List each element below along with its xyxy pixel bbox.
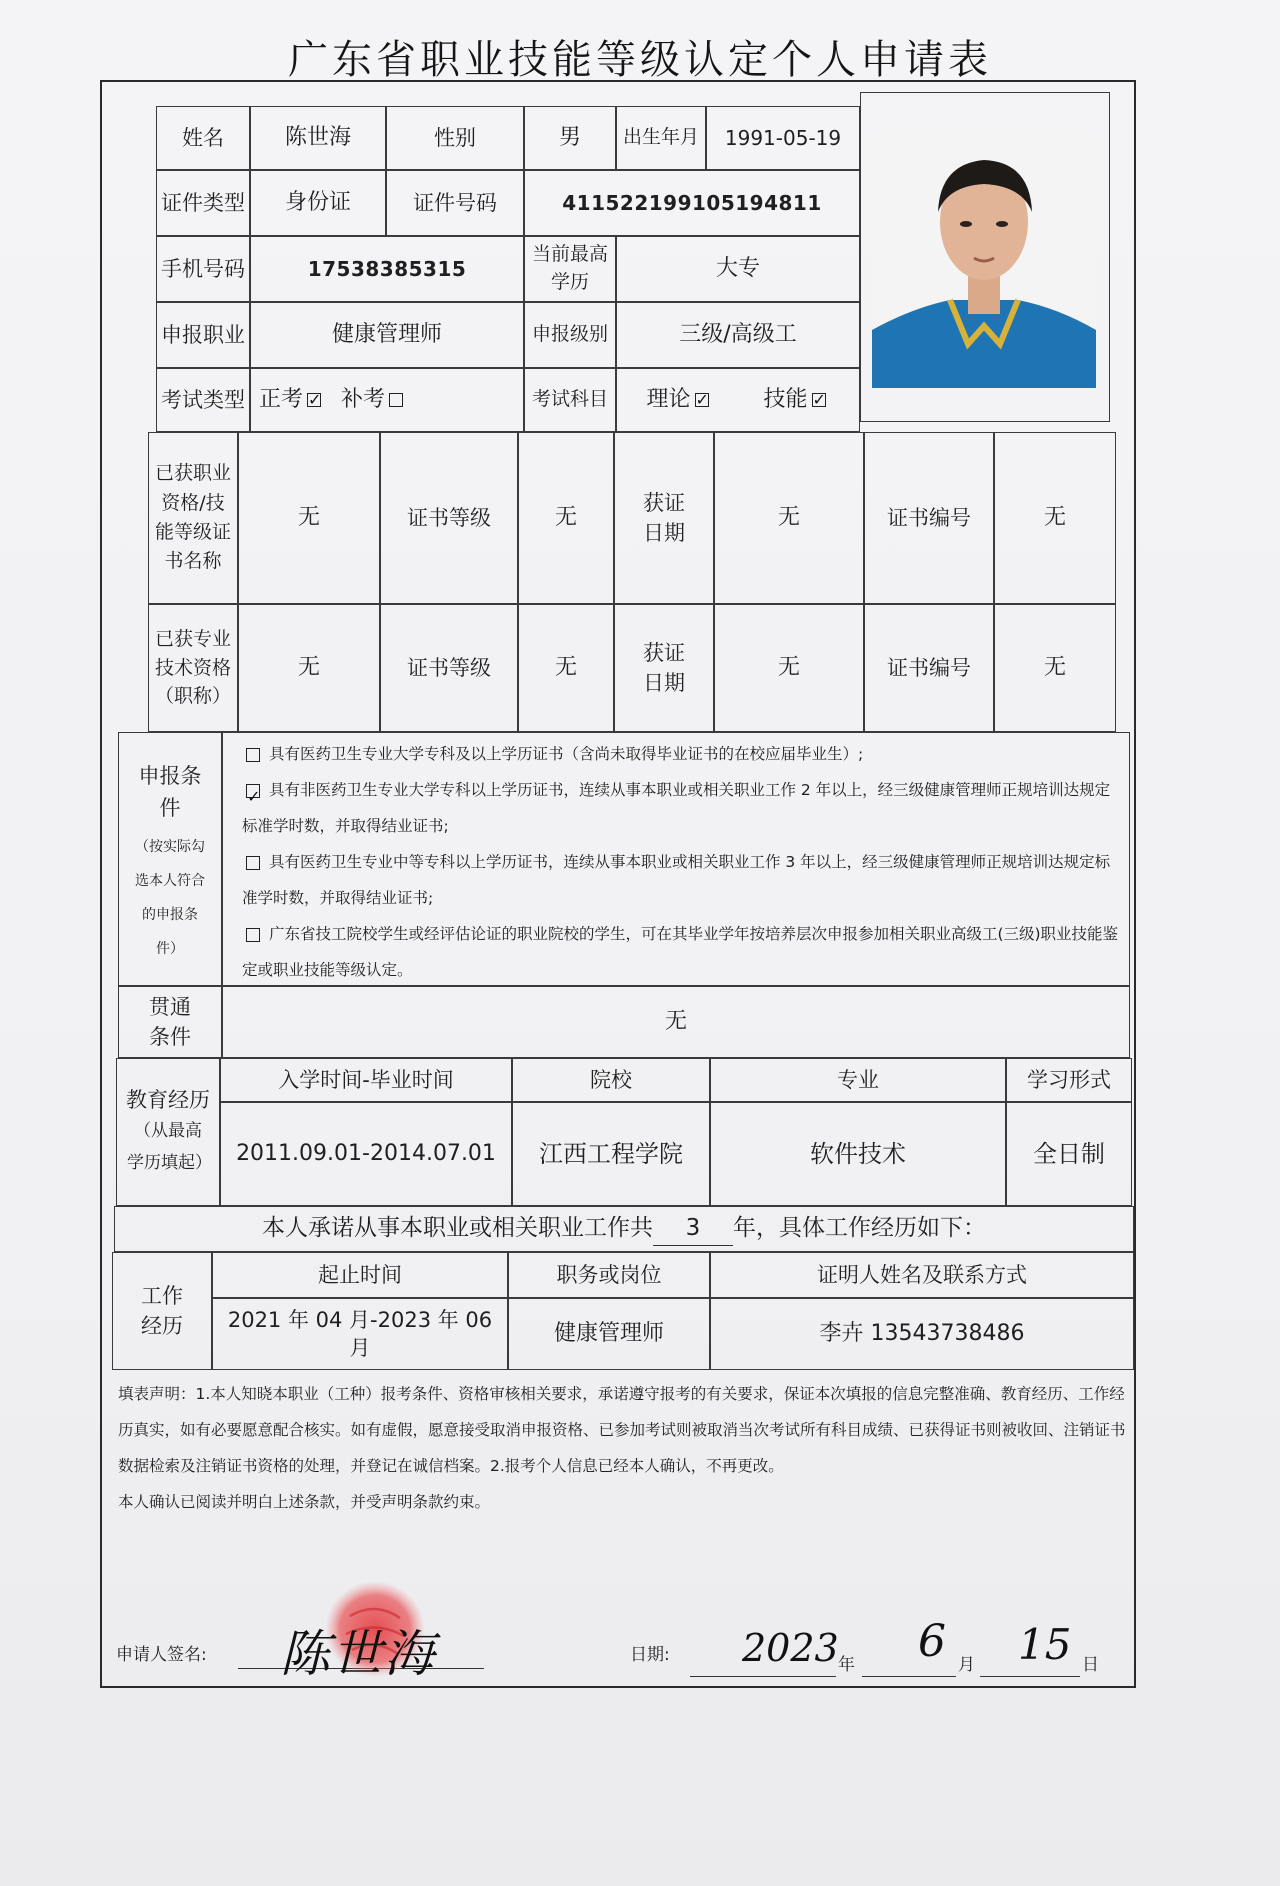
condition-item-4 (242, 916, 1122, 988)
date-year: 2023 (742, 1626, 839, 1670)
label-date: 日期: (630, 1645, 670, 1665)
month-line (862, 1676, 956, 1677)
value-qual1-name: 无 (238, 432, 380, 604)
value-through: 无 (222, 986, 1130, 1058)
label-edu-history: 教育经历 (126, 1087, 210, 1112)
header-edu-period: 入学时间-毕业时间 (220, 1058, 512, 1102)
condition-item-1 (242, 736, 1122, 772)
label-year: 年 (838, 1655, 855, 1675)
condition-3-text: 具有医药卫生专业中等专科以上学历证书，连续从事本职业或相关职业工作 3 年以上，经三级健康管理师正规培训达规定标准学时数，并取得结业证书; (242, 853, 1111, 907)
condition-4-checkbox[interactable] (246, 928, 260, 942)
value-id-type: 身份证 (250, 170, 386, 236)
header-work-period: 起止时间 (212, 1252, 508, 1298)
year-line (690, 1676, 836, 1677)
header-school: 院校 (512, 1058, 710, 1102)
work-commitment (114, 1206, 1134, 1252)
value-witness: 李卉 13543738486 (710, 1298, 1134, 1370)
label-qual1-no: 证书编号 (864, 432, 994, 604)
exam-makeup-checkbox[interactable] (389, 393, 403, 407)
condition-1-checkbox[interactable] (246, 748, 260, 762)
header-major: 专业 (710, 1058, 1006, 1102)
value-qual1-no: 无 (994, 432, 1116, 604)
label-gender: 性别 (386, 106, 524, 170)
header-position: 职务或岗位 (508, 1252, 710, 1298)
value-position: 健康管理师 (508, 1298, 710, 1370)
exam-regular-label: 正考 (259, 387, 304, 413)
label-subject: 考试科目 (524, 368, 616, 432)
confirm-text: 本人确认已阅读并明白上述条款，并受声明条款约束。 (118, 1493, 491, 1511)
declaration-text: 填表声明：1.本人知晓本职业（工种）报考条件、资格审核相关要求，承诺遵守报考的有关要求，保证本次填报的信息完整准确、教育经历、工作经历真实，如有必要愿意配合核实。如有虚假，愿意接受取消申报资格、已参加考试则被取消当次考试所有科目成绩、已获得证书则被收回、注销证书数据检索及注销证书资格的处理，并登记在诚信档案。2.报考个人信息已经本人确认，不再更改。 (118, 1385, 1126, 1475)
value-phone: 17538385315 (250, 236, 524, 302)
value-id-no: 411522199105194811 (524, 170, 860, 236)
label-month: 月 (958, 1655, 975, 1675)
subject-skill-label: 技能 (763, 387, 808, 413)
subject-theory-checkbox[interactable] (695, 393, 709, 407)
label-qual2-no: 证书编号 (864, 604, 994, 732)
value-major: 软件技术 (710, 1102, 1006, 1206)
label-phone: 手机号码 (156, 236, 250, 302)
exam-type-options (250, 368, 524, 432)
label-conditions: 申报条件 (138, 764, 202, 820)
commitment-years: 3 (653, 1212, 733, 1246)
signature-name: 陈世海 (280, 1625, 436, 1683)
exam-makeup-label: 补考 (341, 387, 386, 413)
value-edu-period: 2011.09.01-2014.07.01 (220, 1102, 512, 1206)
label-edu-note: （从最高学历填起） (127, 1121, 212, 1174)
condition-1-text: 具有医药卫生专业大学专科及以上学历证书（含尚未取得毕业证书的在校应届毕业生）; (268, 745, 864, 763)
date-month: 6 (918, 1616, 946, 1667)
commitment-prefix: 本人承诺从事本职业或相关职业工作共 (262, 1215, 653, 1242)
value-education: 大专 (616, 236, 860, 302)
value-qual2-no: 无 (994, 604, 1116, 732)
label-conditions-note: （按实际勾选本人符合的申报条件） (135, 839, 205, 957)
value-qual1-date: 无 (714, 432, 864, 604)
label-through: 贯通条件 (118, 986, 222, 1058)
label-exam-type: 考试类型 (156, 368, 250, 432)
exam-regular-checkbox[interactable] (307, 393, 321, 407)
label-qual2-date: 获证日期 (614, 604, 714, 732)
header-witness: 证明人姓名及联系方式 (710, 1252, 1134, 1298)
label-day: 日 (1082, 1655, 1099, 1675)
condition-4-text: 广东省技工院校学生或经评估论证的职业院校的学生，可在其毕业学年按培养层次申报参加相关职业高级工(三级)职业技能鉴定或职业技能等级认定。 (242, 925, 1119, 979)
declaration (118, 1376, 1128, 1520)
value-gender: 男 (524, 106, 616, 170)
form-title: 广东省职业技能等级认定个人申请表 (288, 37, 992, 83)
condition-item-2 (242, 772, 1122, 844)
label-id-type: 证件类型 (156, 170, 250, 236)
applicant-photo (872, 130, 1096, 388)
value-birth: 1991-05-19 (706, 106, 860, 170)
value-qual2-grade: 无 (518, 604, 614, 732)
day-line (980, 1676, 1080, 1677)
label-work: 工作经历 (112, 1252, 212, 1370)
label-birth: 出生年月 (616, 106, 706, 170)
commitment-suffix: 年，具体工作经历如下： (733, 1215, 986, 1242)
label-qual1: 已获职业资格/技能等级证书名称 (148, 432, 238, 604)
label-occupation: 申报职业 (156, 302, 250, 368)
label-name: 姓名 (156, 106, 250, 170)
condition-3-checkbox[interactable] (246, 856, 260, 870)
label-qual1-date: 获证日期 (614, 432, 714, 604)
label-qual2: 已获专业技术资格（职称） (148, 604, 238, 732)
education-label-cell (116, 1058, 220, 1206)
condition-item-3 (242, 844, 1122, 916)
label-education: 当前最高学历 (524, 236, 616, 302)
label-sign: 申请人签名: (116, 1645, 207, 1665)
label-qual1-grade: 证书等级 (380, 432, 518, 604)
date-day: 15 (1018, 1620, 1072, 1669)
value-occupation: 健康管理师 (250, 302, 524, 368)
value-school: 江西工程学院 (512, 1102, 710, 1206)
label-level: 申报级别 (524, 302, 616, 368)
value-qual1-grade: 无 (518, 432, 614, 604)
subject-theory-label: 理论 (646, 387, 691, 413)
value-qual2-name: 无 (238, 604, 380, 732)
subject-options (616, 368, 860, 432)
condition-2-checkbox[interactable] (246, 784, 260, 798)
value-level: 三级/高级工 (616, 302, 860, 368)
value-study-form: 全日制 (1006, 1102, 1132, 1206)
label-qual2-grade: 证书等级 (380, 604, 518, 732)
label-id-no: 证件号码 (386, 170, 524, 236)
value-qual2-date: 无 (714, 604, 864, 732)
condition-2-text: 具有非医药卫生专业大学专科以上学历证书，连续从事本职业或相关职业工作 2 年以上，经三级健康管理师正规培训达规定标准学时数，并取得结业证书; (242, 781, 1111, 835)
value-name: 陈世海 (250, 106, 386, 170)
header-study-form: 学习形式 (1006, 1058, 1132, 1102)
value-work-period: 2021 年 04 月-2023 年 06 月 (212, 1298, 508, 1370)
subject-skill-checkbox[interactable] (812, 393, 826, 407)
